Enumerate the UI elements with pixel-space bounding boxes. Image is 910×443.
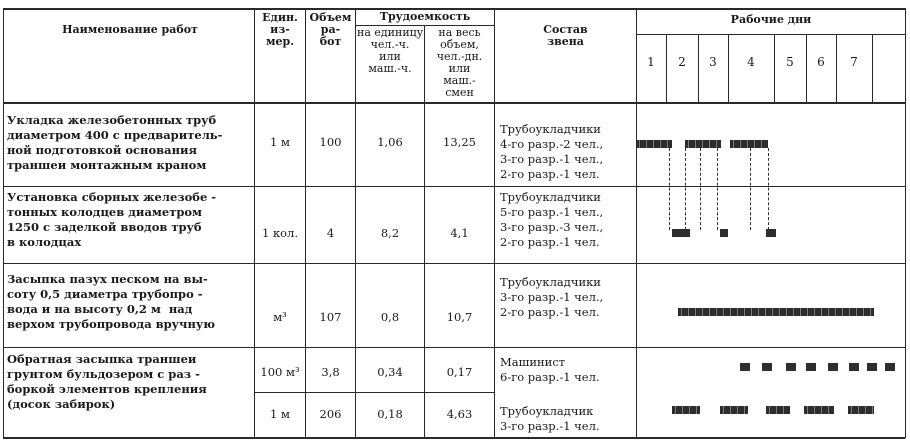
gantt-bar bbox=[786, 363, 796, 371]
unit-cell: 100 м³ bbox=[260, 365, 300, 379]
day-col-border bbox=[806, 34, 807, 102]
gantt-bar bbox=[730, 140, 768, 148]
gantt-bar bbox=[636, 140, 672, 148]
labor-total-cell: 10,7 bbox=[446, 310, 473, 324]
labor-unit-cell: 1,06 bbox=[377, 135, 403, 149]
gantt-bar bbox=[720, 406, 748, 414]
labor-unit-cell: 0,18 bbox=[377, 407, 403, 421]
crew-cell: Трубоукладчики 3-го разр.-1 чел., 2-го разр.-1 чел. bbox=[500, 275, 604, 319]
gantt-bar bbox=[678, 308, 874, 316]
gantt-link bbox=[685, 148, 686, 230]
crew-cell: Трубоукладчики 4-го разр.-2 чел., 3-го разр.-1 чел., 2-го разр.-1 чел. bbox=[500, 122, 604, 181]
gantt-bar bbox=[766, 406, 790, 414]
gantt-bar bbox=[762, 363, 772, 371]
table-border-bottom bbox=[3, 437, 905, 439]
crew-cell: Трубоукладчик 3-го разр.-1 чел. bbox=[500, 404, 600, 433]
unit-cell: 1 кол. bbox=[261, 226, 299, 240]
day-col-border bbox=[698, 34, 699, 102]
unit-cell: 1 м bbox=[270, 407, 290, 421]
day-number: 2 bbox=[678, 55, 686, 69]
gantt-link bbox=[717, 148, 718, 230]
volume-cell: 206 bbox=[319, 407, 342, 421]
crew-cell: Машинист 6-го разр.-1 чел. bbox=[500, 355, 600, 384]
header-labor-per-unit: на единицу чел.-ч. или маш.-ч. bbox=[357, 26, 424, 75]
header-separator bbox=[636, 34, 905, 35]
row-separator bbox=[3, 263, 905, 264]
day-col-border bbox=[836, 34, 837, 102]
gantt-bar bbox=[828, 363, 838, 371]
unit-cell: 1 м bbox=[270, 135, 290, 149]
volume-cell: 107 bbox=[319, 310, 342, 324]
labor-unit-cell: 0,34 bbox=[377, 365, 403, 379]
row-separator bbox=[254, 392, 494, 393]
col-border bbox=[494, 8, 495, 438]
col-border bbox=[3, 8, 4, 438]
labor-total-cell: 4,63 bbox=[446, 407, 473, 421]
labor-total-cell: 13,25 bbox=[443, 135, 476, 149]
volume-cell: 3,8 bbox=[321, 365, 340, 379]
header-work-days: Рабочие дни bbox=[730, 13, 812, 26]
header-labor-total: на весь объем, чел.-дн. или маш.- смен bbox=[436, 26, 483, 99]
gantt-bar bbox=[849, 363, 859, 371]
day-number: 5 bbox=[786, 55, 794, 69]
gantt-link bbox=[768, 148, 769, 230]
row-separator bbox=[3, 186, 905, 187]
day-number: 1 bbox=[647, 55, 655, 69]
header-unit: Един. из- мер. bbox=[262, 11, 298, 48]
header-crew: Состав звена bbox=[543, 23, 588, 48]
gantt-bar bbox=[685, 140, 721, 148]
header-separator bbox=[3, 102, 905, 104]
gantt-bar bbox=[672, 229, 690, 237]
day-number: 6 bbox=[817, 55, 825, 69]
volume-cell: 100 bbox=[319, 135, 342, 149]
labor-unit-cell: 0,8 bbox=[380, 310, 400, 324]
day-number: 7 bbox=[850, 55, 858, 69]
col-border bbox=[636, 8, 637, 438]
gantt-link bbox=[700, 148, 701, 230]
row-separator bbox=[3, 347, 905, 348]
day-col-border bbox=[666, 34, 667, 102]
gantt-bar bbox=[804, 406, 834, 414]
volume-cell: 4 bbox=[326, 226, 335, 240]
gantt-bar bbox=[720, 229, 728, 237]
work-name: Засыпка пазух песком на вы- соту 0,5 диаметра трубопро - вода и на высоту 0,2 м над верхом трубопровода вручную bbox=[7, 272, 216, 331]
gantt-bar bbox=[848, 406, 874, 414]
gantt-bar bbox=[672, 406, 700, 414]
gantt-bar bbox=[867, 363, 877, 371]
labor-total-cell: 4,1 bbox=[450, 226, 469, 240]
gantt-link bbox=[669, 148, 670, 230]
work-name: Укладка железобетонных труб диаметром 400 с предваритель- ной подготовкой основания траншеи монтажным краном bbox=[7, 113, 223, 172]
header-labor: Трудоемкость bbox=[379, 10, 471, 23]
gantt-bar bbox=[766, 229, 776, 237]
day-col-border bbox=[728, 34, 729, 102]
header-work-name: Наименование работ bbox=[62, 23, 198, 36]
gantt-bar bbox=[740, 363, 750, 371]
work-name: Установка сборных железобе - тонных колодцев диаметром 1250 с заделкой вводов труб в колодцах bbox=[7, 190, 217, 249]
day-number: 4 bbox=[747, 55, 755, 69]
crew-cell: Трубоукладчики 5-го разр.-1 чел., 3-го разр.-3 чел., 2-го разр.-1 чел. bbox=[500, 190, 604, 249]
gantt-bar bbox=[806, 363, 816, 371]
col-border bbox=[905, 8, 906, 438]
labor-total-cell: 0,17 bbox=[446, 365, 473, 379]
header-volume: Объем ра- бот bbox=[309, 11, 352, 48]
day-col-border bbox=[872, 34, 873, 102]
gantt-link bbox=[750, 148, 751, 230]
work-name: Обратная засыпка траншеи грунтом бульдозером с раз - боркой элементов крепления (досок забирок) bbox=[7, 352, 207, 411]
labor-unit-cell: 8,2 bbox=[380, 226, 400, 240]
day-col-border bbox=[774, 34, 775, 102]
unit-cell: м³ bbox=[273, 310, 287, 324]
day-number: 3 bbox=[709, 55, 717, 69]
gantt-bar bbox=[885, 363, 895, 371]
